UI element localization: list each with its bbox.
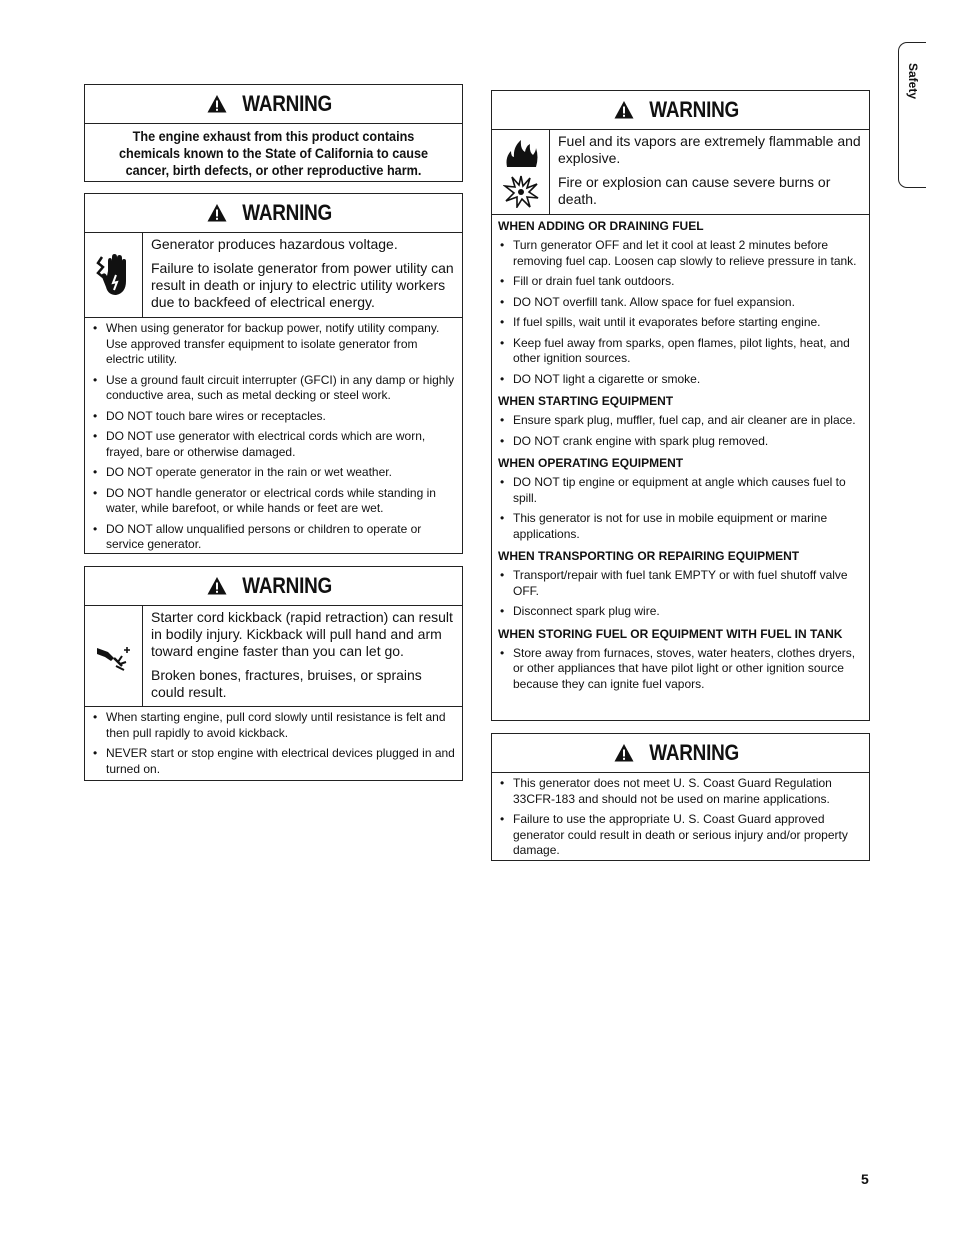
list-item: • Keep fuel away from sparks, open flames, pilot lights, heat, and other ignition sources. xyxy=(498,336,863,367)
hazard-line: Fire or explosion can cause severe burns or death. xyxy=(558,174,831,207)
list-item: • DO NOT tip engine or equipment at angle which causes fuel to spill. xyxy=(498,475,863,506)
hazard-line: Fuel and its vapors are extremely flammable and explosive. xyxy=(558,133,861,166)
list-item: • Failure to use the appropriate U. S. Coast Guard approved generator could result in death or serious injury and/or property damage. xyxy=(498,812,863,859)
hazard-text xyxy=(143,233,462,317)
warning-header xyxy=(492,734,869,773)
bullet-list xyxy=(492,643,869,696)
hazard-icon-cell xyxy=(492,130,550,214)
list-item: • Fill or drain fuel tank outdoors. xyxy=(498,274,863,290)
bullet-list xyxy=(492,773,869,862)
list-item: • Disconnect spark plug wire. xyxy=(498,604,863,620)
hazard-icon-cell xyxy=(85,606,143,706)
section-heading: WHEN STARTING EQUIPMENT xyxy=(498,394,674,408)
warning-box-california xyxy=(84,84,463,182)
list-item: • Use a ground fault circuit interrupter (GFCI) in any damp or highly conductive area, such as metal decking or steel work. xyxy=(91,373,456,404)
hazard-row xyxy=(85,606,462,707)
hazard-line: Broken bones, fractures, bruises, or sprains could result. xyxy=(151,667,422,700)
list-item: • Turn generator OFF and let it cool at least 2 minutes before removing fuel cap. Loosen cap slowly to relieve pressure in tank. xyxy=(498,238,863,269)
list-item: • DO NOT operate generator in the rain or wet weather. xyxy=(91,465,456,481)
list-item: • NEVER start or stop engine with electrical devices plugged in and turned on. xyxy=(91,746,456,777)
list-item: • DO NOT handle generator or electrical cords while standing in water, while barefoot, or while hands or feet are wet. xyxy=(91,486,456,517)
hazard-line: Starter cord kickback (rapid retraction) can result in bodily injury. Kickback will pull hand and arm toward engine faster than you can let go. xyxy=(151,609,453,659)
list-item: • This generator does not meet U. S. Coast Guard Regulation 33CFR-183 and should not be used on marine applications. xyxy=(498,776,863,807)
fire-icon xyxy=(503,137,539,169)
section-heading: WHEN STORING FUEL OR EQUIPMENT WITH FUEL IN TANK xyxy=(498,626,843,641)
list-item: • When using generator for backup power, notify utility company. Use approved transfer equipment to isolate generator from electric utility. xyxy=(91,321,456,368)
warning-triangle-icon xyxy=(207,94,227,114)
list-item: • If fuel spills, wait until it evaporates before starting engine. xyxy=(498,315,863,331)
hazard-text xyxy=(550,130,869,214)
cord-kickback-icon xyxy=(94,640,134,672)
warning-triangle-icon xyxy=(207,203,227,223)
list-item: • DO NOT touch bare wires or receptacles. xyxy=(91,409,456,425)
warning-box-electrical xyxy=(84,193,463,554)
safety-side-tab xyxy=(898,42,926,188)
warning-title: WARNING xyxy=(242,573,333,598)
hazard-line: Failure to isolate generator from power utility can result in death or injury to electric utility workers due to backfeed of electrical energy. xyxy=(151,260,454,310)
explosion-icon xyxy=(503,174,539,208)
list-item: • When starting engine, pull cord slowly until resistance is felt and then pull rapidly to avoid kickback. xyxy=(91,710,456,741)
warning-header xyxy=(85,85,462,124)
warning-triangle-icon xyxy=(614,100,634,120)
warning-title: WARNING xyxy=(649,740,740,765)
hazard-row xyxy=(85,233,462,318)
bullet-list xyxy=(492,410,869,452)
hazard-icon-cell xyxy=(85,233,143,317)
warning-triangle-icon xyxy=(614,743,634,763)
warning-header xyxy=(85,194,462,233)
section-heading: WHEN ADDING OR DRAINING FUEL xyxy=(498,219,704,233)
section-heading: WHEN TRANSPORTING OR REPAIRING EQUIPMENT xyxy=(498,549,800,563)
bullet-list xyxy=(85,318,462,556)
list-item: • DO NOT use generator with electrical cords which are worn, frayed, bare or otherwise damaged. xyxy=(91,429,456,460)
california-warning-text: The engine exhaust from this product contains chemicals known to the State of California to cause cancer, birth defects, or other reproductive harm. xyxy=(118,129,429,178)
page-number: 5 xyxy=(861,1171,869,1187)
hazard-row xyxy=(492,130,869,215)
list-item: • DO NOT allow unqualified persons or children to operate or service generator. xyxy=(91,522,456,553)
warning-title: WARNING xyxy=(242,200,333,225)
warning-header xyxy=(85,567,462,606)
warning-header xyxy=(492,91,869,130)
hazard-text xyxy=(143,606,462,706)
section-heading: WHEN OPERATING EQUIPMENT xyxy=(498,456,684,470)
bullet-list xyxy=(492,472,869,545)
list-item: • Store away from furnaces, stoves, water heaters, clothes dryers, or other appliances that have pilot light or other ignition source because they can ignite fuel vapors. xyxy=(498,646,863,693)
warning-triangle-icon xyxy=(207,576,227,596)
electric-shock-hand-icon xyxy=(94,251,134,299)
list-item: • Transport/repair with fuel tank EMPTY or with fuel shutoff valve OFF. xyxy=(498,568,863,599)
list-item: • DO NOT crank engine with spark plug removed. xyxy=(498,434,863,450)
bullet-list xyxy=(492,235,869,390)
bullet-list xyxy=(85,707,462,780)
warning-title: WARNING xyxy=(649,97,740,122)
list-item: • DO NOT overfill tank. Allow space for fuel expansion. xyxy=(498,295,863,311)
bullet-list xyxy=(492,565,869,623)
safety-tab-label: Safety xyxy=(905,62,920,100)
list-item: • DO NOT light a cigarette or smoke. xyxy=(498,372,863,388)
warning-title: WARNING xyxy=(242,91,333,116)
list-item: • Ensure spark plug, muffler, fuel cap, and air cleaner are in place. xyxy=(498,413,863,429)
warning-box-marine xyxy=(491,733,870,861)
hazard-line: Generator produces hazardous voltage. xyxy=(151,236,398,252)
list-item: • This generator is not for use in mobile equipment or marine applications. xyxy=(498,511,863,542)
warning-box-kickback xyxy=(84,566,463,781)
warning-box-fuel xyxy=(491,90,870,721)
